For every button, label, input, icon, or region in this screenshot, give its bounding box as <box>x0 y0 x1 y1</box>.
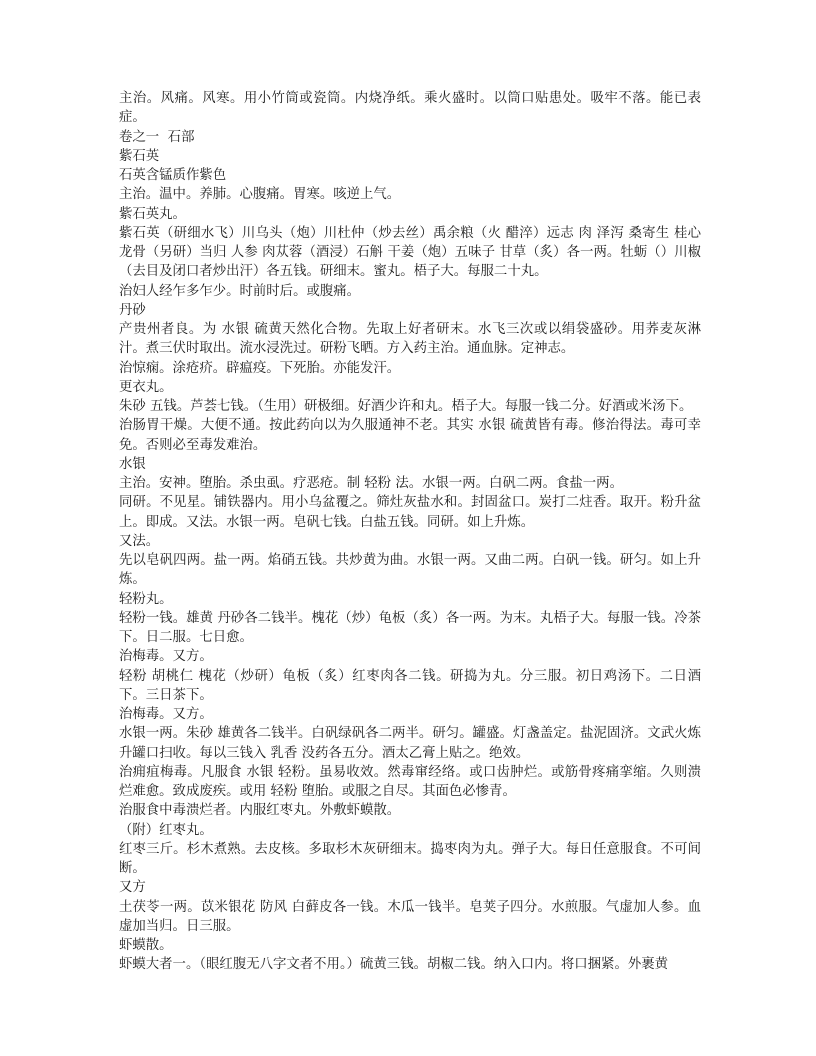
recipe-heading: 又法。 <box>119 533 160 549</box>
recipe-heading: 又方 <box>119 880 146 896</box>
paragraph: 朱砂 五钱。芦荟七钱。（生用）研极细。好酒少许和丸。梧子大。每服一钱二分。好酒或米汤下。 <box>119 399 693 414</box>
paragraph: 主治。风痛。风寒。用小竹筒或瓷筒。内烧净纸。乘火盛时。以筒口贴患处。吸牢不落。能已表症。 <box>119 91 701 126</box>
entry-heading: 紫石英 <box>119 148 160 164</box>
paragraph: 红枣三斤。杉木煮熟。去皮核。多取杉木灰研细末。捣枣肉为丸。弹子大。每日任意服食。不可间断。 <box>119 841 701 876</box>
recipe-heading: 轻粉丸。 <box>119 591 173 607</box>
entry-heading: 丹砂 <box>119 302 146 318</box>
paragraph: 主治。温中。养肺。心腹痛。胃寒。咳逆上气。 <box>119 187 401 203</box>
paragraph: 水银一两。朱砂 雄黄各二钱半。白矾绿矾各二两半。研匀。罐盛。灯盏盖定。盐泥固济。文武火炼升罐口扫收。每以三钱入 乳香 没药各五分。酒太乙膏上贴之。绝效。 <box>119 726 701 761</box>
paragraph: 土茯苓一两。苡米银花 防风 白藓皮各一钱。木瓜一钱半。皂荚子四分。水煎服。气虚加人参。血虚加当归。日三服。 <box>119 899 701 934</box>
paragraph: 主治。安神。堕胎。杀虫虱。疗恶疮。制 轻粉 法。水银一两。白矾二两。食盐一两。 <box>119 476 623 491</box>
paragraph: 产贵州者良。为 水银 硫黄天然化合物。先取上好者研末。水飞三次或以绢袋盛砂。用荞麦灰淋汁。煮三伏时取出。流水浸洗过。研粉飞晒。方入药主治。通血脉。定神志。 <box>119 322 701 357</box>
section-heading: 卷之一 石部 <box>119 129 195 145</box>
paragraph: 轻粉 胡桃仁 槐花（炒研）龟板（炙）红枣肉各二钱。研捣为丸。分三服。初日鸡汤下。二日酒下。三日茶下。 <box>119 668 701 703</box>
paragraph: 轻粉一钱。雄黄 丹砂各二钱半。槐花（炒）龟板（炙）各一两。为末。丸梧子大。每服一钱。冷茶下。日二服。七日愈。 <box>119 610 701 645</box>
recipe-heading: 虾蟆散。 <box>119 938 173 953</box>
paragraph: 治惊痫。涂疮疥。辟瘟疫。下死胎。亦能发汗。 <box>119 360 401 376</box>
paragraph: 治妇人经乍多乍少。时前时后。或腹痛。 <box>119 283 361 299</box>
paragraph: 治梅毒。又方。 <box>119 649 213 665</box>
recipe-heading: 更衣丸。 <box>119 379 173 395</box>
paragraph: 虾蟆大者一。（眼红腹无八字文者不用。）硫黄三钱。胡椒二钱。纳入口内。将口捆紧。外裹黄 <box>119 957 669 973</box>
paragraph: 治肠胃干燥。大便不通。按此药向以为久服通神不老。其实 水银 硫黄皆有毒。修治得法。毒可幸免。否则必至毒发难治。 <box>119 418 701 453</box>
paragraph: 治痈疽梅毒。凡服食 水银 轻粉。虽易收效。然毒窜经络。或口齿肿烂。或筋骨疼痛挛缩。久则溃烂难愈。致成废疾。或用 轻粉 堕胎。或服之自尽。其面色必惨青。 <box>119 764 701 799</box>
paragraph: 治梅毒。又方。 <box>119 707 213 722</box>
paragraph: 石英含锰质作紫色 <box>119 168 227 183</box>
document-page <box>119 89 701 975</box>
paragraph: 紫石英（研细水飞）川乌头（炮）川杜仲（炒去丝）禹余粮（火 醋淬）远志 肉 泽泻 桑寄生 桂心 龙骨（另研）当归 人参 肉苁蓉（酒浸）石斛 干姜（炮）五味子 甘草（炙）各一两。牡蛎（）川椒（去目及闭口者炒出汗）各五钱。研细末。蜜丸。梧子大。每服二十丸。 <box>119 225 701 280</box>
paragraph: 先以皂矾四两。盐一两。焰硝五钱。共炒黄为曲。水银一两。又曲二两。白矾一钱。研匀。如上升炼。 <box>119 553 701 588</box>
recipe-heading: 紫石英丸。 <box>119 206 186 222</box>
paragraph: 治服食中毒溃烂者。内服红枣丸。外敷虾蟆散。 <box>119 803 401 819</box>
entry-heading: 水银 <box>119 456 146 472</box>
recipe-heading: （附）红枣丸。 <box>119 822 213 838</box>
paragraph: 同研。不见星。铺铁器内。用小乌盆覆之。筛灶灰盐水和。封固盆口。炭打二炷香。取开。粉升盆上。即成。又法。水银一两。皂矾七钱。白盐五钱。同研。如上升炼。 <box>119 495 701 530</box>
